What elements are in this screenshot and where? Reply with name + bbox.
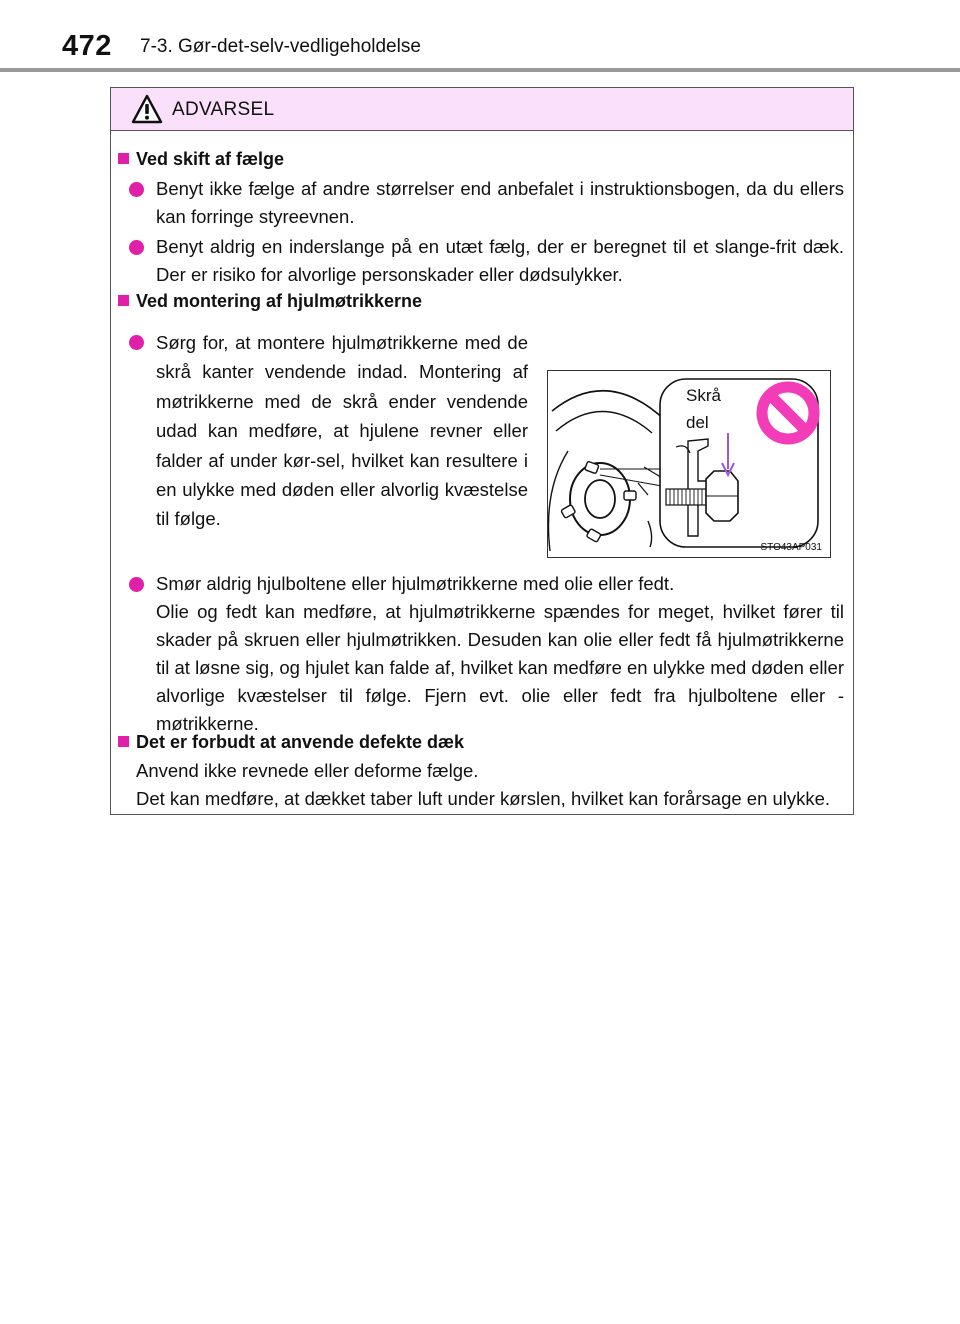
list-item: Sørg for, at montere hjulmøtrikkerne med de skrå kanter vendende indad. Montering af møtrikkerne med de skrå ender vendende udad kan medføre, at hjulene revner eller falder af under kør-sel, hvilket kan resultere i en ulykke med døden eller alvorlig kvæstelse til følge. <box>156 328 528 534</box>
page-number: 472 <box>62 30 112 62</box>
section-title: 7-3. Gør-det-selv-vedligeholdelse <box>140 36 421 57</box>
subheading-defective-tires: Det er forbudt at anvende defekte dæk <box>118 728 464 756</box>
subheading-nut-mounting: Ved montering af hjulmøtrikkerne <box>118 287 422 315</box>
figure-code: STO43AP031 <box>760 542 822 553</box>
list-item: Benyt aldrig en inderslange på en utæt fælg, der er beregnet til et slange-frit dæk. Der er risiko for alvorlige personskader eller dødsulykker. <box>156 233 844 289</box>
square-bullet-icon <box>118 153 129 164</box>
warning-title: ADVARSEL <box>172 99 275 120</box>
round-bullet-icon <box>129 182 144 197</box>
square-bullet-icon <box>118 295 129 306</box>
round-bullet-icon <box>129 335 144 350</box>
subheading-rim-change: Ved skift af fælge <box>118 145 284 173</box>
warning-box <box>110 87 854 815</box>
list-item: Smør aldrig hjulboltene eller hjulmøtrikkerne med olie eller fedt. <box>156 570 844 598</box>
page-header <box>0 0 960 74</box>
callout-label: del <box>686 413 709 432</box>
wheel-nut-illustration <box>548 371 830 557</box>
paragraph: Olie og fedt kan medføre, at hjulmøtrikkerne spændes for meget, hvilket fører til skader på skruen eller hjulmøtrikken. Desuden kan olie eller fedt få hjulmøtrikkerne til at løsne sig, og hjulet kan falde af, hvilket kan medføre en ulykke med døden eller alvorlige kvæstelser til følge. Fjern evt. olie eller fedt fra hjulboltene eller -møtrikkerne. <box>156 601 844 734</box>
round-bullet-icon <box>129 240 144 255</box>
callout-label: Skrå <box>686 386 721 405</box>
round-bullet-icon <box>129 577 144 592</box>
wheel-nut-figure <box>547 370 831 558</box>
header-divider <box>0 68 960 72</box>
square-bullet-icon <box>118 736 129 747</box>
list-item: Benyt ikke fælge af andre størrelser end anbefalet i instruktionsbogen, da du ellers kan forringe styreevnen. <box>156 175 844 231</box>
paragraph: Det kan medføre, at dækket taber luft under kørslen, hvilket kan forårsage en ulykke. <box>136 788 831 809</box>
paragraph: Anvend ikke revnede eller deforme fælge. <box>136 760 479 781</box>
warning-header <box>111 88 853 131</box>
warning-triangle-icon <box>131 94 163 124</box>
